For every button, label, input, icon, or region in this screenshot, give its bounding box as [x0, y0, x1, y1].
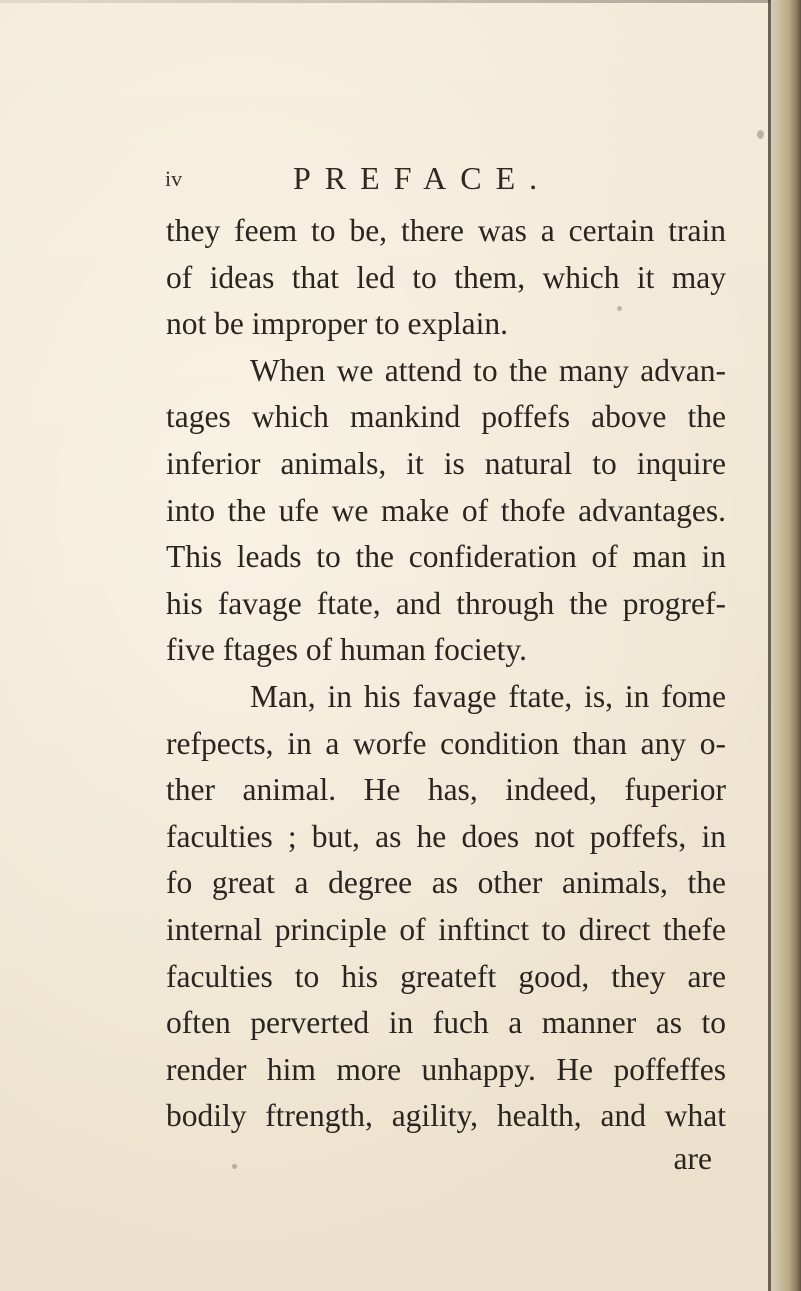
text-line: his favage ftate, and through the progref- [166, 585, 726, 621]
text-line: into the ufe we make of thofe advantages. [166, 492, 726, 528]
text-line: inferior animals, it is natural to inquire [166, 445, 726, 481]
catchword: are [673, 1141, 712, 1176]
text-line: ther animal. He has, indeed, fuperior [166, 772, 726, 808]
text-line: fo great a degree as other animals, the [166, 865, 726, 901]
paper-speck [757, 130, 764, 139]
top-edge-rule [0, 0, 770, 3]
text-line: refpects, in a worfe condition than any o- [166, 725, 726, 761]
text-line: faculties ; but, as he does not poffefs, in [166, 818, 726, 854]
text-line: faculties to his greateft good, they are [166, 958, 726, 994]
text-line: often perverted in fuch a manner as to [166, 1005, 726, 1041]
text-line: Man, in his favage ftate, is, in fome [250, 678, 726, 714]
page-number: iv [165, 166, 183, 191]
text-line: internal principle of inftinct to direct thefe [166, 911, 726, 947]
binding-edge [771, 0, 801, 1291]
text-line: of ideas that led to them, which it may [166, 259, 726, 295]
text-line: they feem to be, there was a certain train [166, 213, 726, 248]
text-line: This leads to the confideration of man in [166, 539, 726, 575]
text-line: When we attend to the many advan- [250, 352, 726, 388]
text-line: bodily ftrength, agility, health, and what [166, 1098, 726, 1134]
running-head: PREFACE. [293, 160, 552, 196]
text-line: five ftages of human fociety. [166, 632, 527, 668]
paper-speck [232, 1164, 237, 1169]
text-line: not be improper to explain. [166, 306, 509, 342]
text-line: tages which mankind poffefs above the [166, 399, 726, 435]
text-line: render him more unhappy. He poffeffes [166, 1051, 726, 1087]
page-header [165, 160, 725, 200]
body-text [166, 208, 726, 1140]
